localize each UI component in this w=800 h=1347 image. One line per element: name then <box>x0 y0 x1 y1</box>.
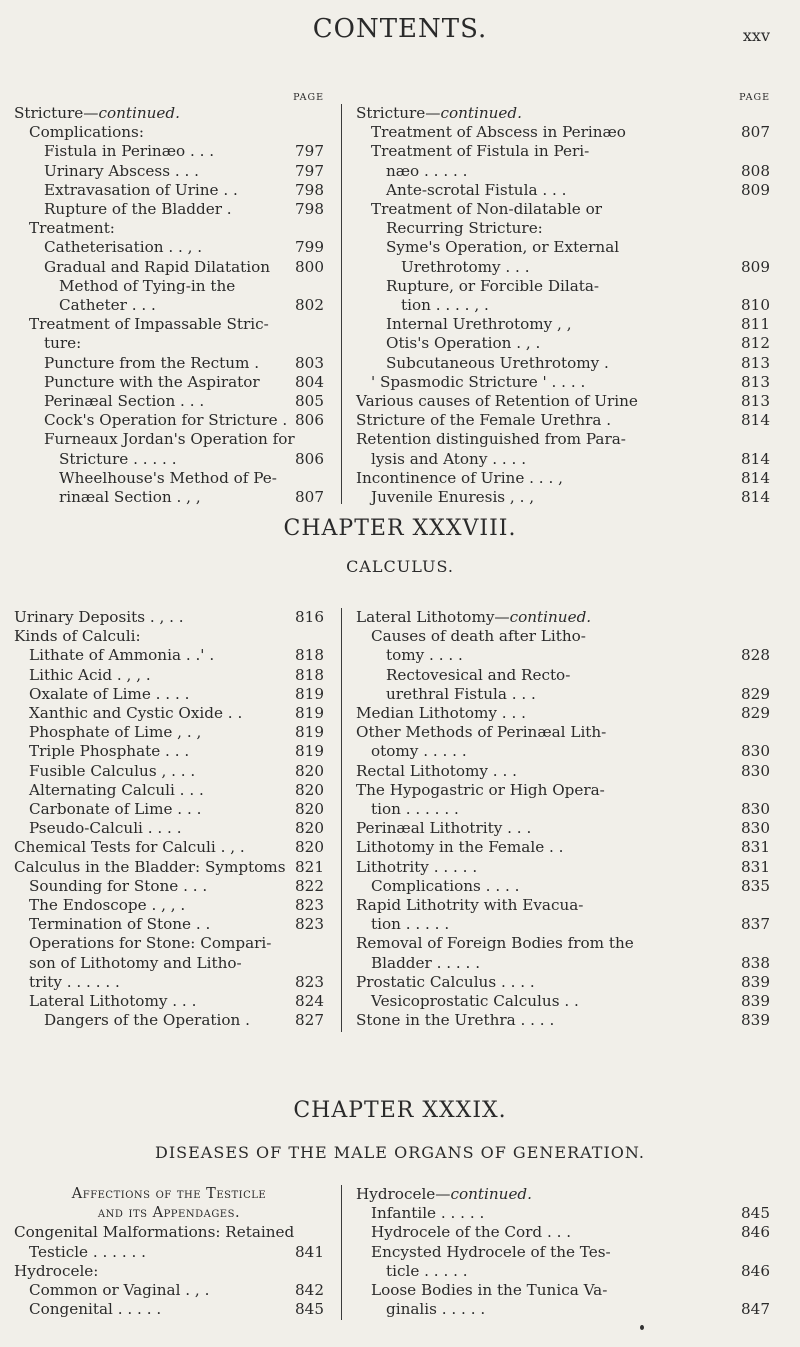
toc-page-number: 814 <box>741 488 770 507</box>
toc-entry-text: Subcutaneous Urethrotomy . <box>386 353 609 372</box>
ink-dot <box>640 1325 644 1330</box>
page-number-roman: xxv <box>742 26 770 45</box>
toc-entry <box>356 334 770 353</box>
toc-entry-text: Perinæal Section . . . <box>44 392 205 411</box>
toc-entry-text: Treatment of Impassable Stric- <box>29 315 269 334</box>
toc-entry <box>14 666 324 685</box>
toc-entry-text: Various causes of Retention of Urine <box>356 392 638 411</box>
toc-entry <box>14 685 324 704</box>
toc-entry-text: Phosphate of Lime , . , <box>29 723 202 742</box>
toc-entry-text: Xanthic and Cystic Oxide . . <box>29 704 243 723</box>
toc-entry <box>356 762 770 781</box>
chapter-subtitle: CALCULUS. <box>346 557 454 576</box>
toc-page-number: 823 <box>295 972 324 991</box>
toc-entry <box>14 296 324 315</box>
toc-entry-text: otomy . . . . . <box>371 742 467 761</box>
toc-entry <box>356 627 770 646</box>
toc-entry-text: Treatment: <box>29 219 115 238</box>
toc-entry <box>14 646 324 665</box>
toc-entry <box>356 723 770 742</box>
toc-entry <box>14 877 324 896</box>
toc-entry <box>356 123 770 142</box>
toc-page-number: 802 <box>295 296 324 315</box>
toc-entry <box>14 450 324 469</box>
toc-entry-text: Treatment of Non-dilatable or <box>371 200 603 219</box>
toc-page-number: 830 <box>741 819 770 838</box>
toc-entry <box>14 973 324 992</box>
toc-entry-text: Extravasation of Urine . . <box>44 180 238 199</box>
toc-entry-text: The Endoscope . , , . <box>29 896 186 915</box>
toc-entry-text: Fusible Calculus , . . . <box>29 761 196 780</box>
toc-entry-text: son of Lithotomy and Litho- <box>29 953 242 972</box>
toc-entry-text: Alternating Calculi . . . <box>29 780 204 799</box>
toc-page-number: 814 <box>741 449 770 468</box>
toc-entry-text: Bladder . . . . . <box>371 953 481 972</box>
toc-entry <box>356 354 770 373</box>
toc-page-number: 809 <box>741 257 770 276</box>
toc-entry <box>356 162 770 181</box>
toc-page-number: 845 <box>295 1300 324 1319</box>
toc-entry-text: tomy . . . . <box>386 646 463 665</box>
toc-entry-text: Incontinence of Urine . . . , <box>356 468 563 487</box>
toc-entry-text: Median Lithotomy . . . <box>356 704 526 723</box>
toc-page-number: 823 <box>295 915 324 934</box>
toc-page-number: 838 <box>741 953 770 972</box>
toc-entry-text: Urinary Deposits . , . . <box>14 608 184 626</box>
toc-entry-text: ' Spasmodic Stricture ' . . . . <box>371 372 586 391</box>
toc-page-number: 829 <box>741 684 770 703</box>
toc-entry <box>14 934 324 953</box>
toc-entry <box>14 1223 324 1242</box>
toc-entry <box>14 200 324 219</box>
toc-column-right <box>356 92 770 507</box>
toc-page-number: 810 <box>741 296 770 315</box>
toc-entry-text: Dangers of the Operation . <box>44 1011 250 1030</box>
toc-page-number: 830 <box>741 761 770 780</box>
toc-page-number: 803 <box>295 353 324 372</box>
toc-entry <box>356 877 770 896</box>
toc-page-number: 821 <box>295 857 324 876</box>
toc-entry-text: Kinds of Calculi: <box>14 627 141 646</box>
toc-entry <box>356 142 770 161</box>
toc-entry <box>356 1011 770 1030</box>
toc-page-number: 839 <box>741 992 770 1011</box>
toc-entry-text: Internal Urethrotomy , , <box>386 315 572 334</box>
toc-entry-text: Ante-scrotal Fistula . . . <box>386 180 567 199</box>
toc-page-number: 799 <box>295 238 324 257</box>
toc-entry-text: lysis and Atony . . . . <box>371 449 527 468</box>
toc-page-number: 813 <box>741 392 770 411</box>
toc-entry-text: Lithic Acid . , , . <box>29 665 151 684</box>
toc-entry-text: Hydrocele— <box>356 1185 451 1203</box>
toc-page-number: 813 <box>741 372 770 391</box>
toc-page-number: 813 <box>741 353 770 372</box>
toc-entry <box>356 430 770 449</box>
toc-entry <box>14 142 324 161</box>
toc-page-number: 830 <box>741 742 770 761</box>
toc-entry-text: Vesicoprostatic Calculus . . <box>371 992 579 1011</box>
toc-entry-text: Other Methods of Perinæal Lith- <box>356 723 607 742</box>
toc-entry <box>356 238 770 257</box>
toc-entry <box>14 762 324 781</box>
toc-entry <box>356 685 770 704</box>
toc-column-right <box>356 1185 770 1319</box>
toc-entry <box>14 162 324 181</box>
toc-entry-text: Removal of Foreign Bodies from the <box>356 934 634 953</box>
toc-entry-text: Carbonate of Lime . . . <box>29 800 202 819</box>
toc-entry-text: Syme's Operation, or External <box>386 238 620 257</box>
toc-page-number: 820 <box>295 761 324 780</box>
toc-entry <box>356 104 770 123</box>
toc-page-number: 820 <box>295 819 324 838</box>
page-column-label: PAGE <box>739 92 770 103</box>
toc-column-left <box>14 92 324 507</box>
toc-entry-text: Rapid Lithotrity with Evacua- <box>356 896 584 915</box>
toc-entry <box>14 123 324 142</box>
toc-entry <box>356 838 770 857</box>
toc-entry <box>356 646 770 665</box>
toc-entry-text: Rupture, or Forcible Dilata- <box>386 276 600 295</box>
toc-entry <box>356 219 770 238</box>
toc-entry <box>14 723 324 742</box>
toc-entry <box>14 896 324 915</box>
toc-page-number: 820 <box>295 800 324 819</box>
toc-entry-text: trity . . . . . . <box>29 972 120 991</box>
toc-page-number: 816 <box>295 608 324 626</box>
toc-entry <box>356 800 770 819</box>
toc-entry <box>14 608 324 627</box>
toc-page-number: 807 <box>295 488 324 507</box>
toc-entry <box>14 392 324 411</box>
toc-entry <box>356 781 770 800</box>
toc-entry-text: Calculus in the Bladder: Symptoms <box>14 857 286 876</box>
toc-entry-text: Causes of death after Litho- <box>371 627 586 646</box>
continued-label: continued. <box>98 104 180 122</box>
toc-entry-text: Urethrotomy . . . <box>401 257 530 276</box>
toc-entry <box>356 704 770 723</box>
toc-entry <box>356 915 770 934</box>
toc-page-number: 805 <box>295 392 324 411</box>
toc-entry-text: Stricture— <box>356 104 441 122</box>
toc-entry-text: Stricture . . . . . <box>59 449 177 468</box>
toc-entry <box>14 354 324 373</box>
toc-entry <box>14 954 324 973</box>
toc-page-number: 808 <box>741 161 770 180</box>
toc-page-number: 835 <box>741 876 770 895</box>
toc-entry-text: Loose Bodies in the Tunica Va- <box>371 1281 608 1300</box>
toc-entry-text: Termination of Stone . . <box>29 915 211 934</box>
toc-entry-text: Method of Tying-in the <box>59 276 236 295</box>
toc-column-right <box>356 608 770 1030</box>
toc-page-number: 839 <box>741 972 770 991</box>
toc-entry-text: Chemical Tests for Calculi . , . <box>14 838 245 857</box>
toc-entry <box>356 608 770 627</box>
toc-entry-text: Operations for Stone: Compari- <box>29 934 272 953</box>
toc-entry-text: Pseudo-Calculi . . . . <box>29 819 182 838</box>
toc-page-number: 822 <box>295 876 324 895</box>
toc-entry-text: Juvenile Enuresis , . , <box>371 488 535 507</box>
toc-entry <box>356 258 770 277</box>
toc-page-number: 830 <box>741 800 770 819</box>
toc-entry <box>14 334 324 353</box>
toc-entry-text: ginalis . . . . . <box>386 1300 486 1319</box>
toc-entry <box>356 411 770 430</box>
toc-entry-text: Lithotrity . . . . . <box>356 857 478 876</box>
toc-entry-text: Rectal Lithotomy . . . <box>356 761 517 780</box>
toc-entry-text: Furneaux Jordan's Operation for <box>44 430 295 449</box>
toc-entry <box>14 488 324 507</box>
toc-entry <box>14 373 324 392</box>
toc-page-number: 818 <box>295 646 324 665</box>
toc-entry-text: Testicle . . . . . . <box>29 1242 146 1261</box>
toc-page-number: 806 <box>295 411 324 430</box>
toc-page-number: 806 <box>295 449 324 468</box>
page-column-label: PAGE <box>293 92 324 103</box>
toc-page-number: 798 <box>295 180 324 199</box>
toc-page-number: 819 <box>295 742 324 761</box>
toc-entry <box>356 666 770 685</box>
toc-entry-text: Encysted Hydrocele of the Tes- <box>371 1242 611 1261</box>
toc-entry <box>14 104 324 123</box>
toc-entry-text: Triple Phosphate . . . <box>29 742 190 761</box>
toc-entry <box>356 488 770 507</box>
toc-entry <box>14 704 324 723</box>
toc-entry <box>14 1281 324 1300</box>
toc-entry-text: Rupture of the Bladder . <box>44 200 232 219</box>
toc-entry <box>356 1185 770 1204</box>
toc-entry <box>14 838 324 857</box>
toc-entry-text: Complications . . . . <box>371 876 520 895</box>
toc-entry <box>14 258 324 277</box>
continued-label: continued. <box>440 104 522 122</box>
toc-page-number: 811 <box>741 315 770 334</box>
toc-entry-text: Urinary Abscess . . . <box>44 161 199 180</box>
toc-entry-text: Hydrocele: <box>14 1261 99 1280</box>
column-divider <box>341 1185 342 1320</box>
toc-entry <box>356 896 770 915</box>
toc-page-number: 807 <box>741 123 770 142</box>
toc-column-left <box>14 608 324 1030</box>
toc-entry <box>14 781 324 800</box>
toc-entry <box>356 742 770 761</box>
toc-entry <box>356 450 770 469</box>
toc-entry <box>14 992 324 1011</box>
toc-entry <box>14 411 324 430</box>
toc-entry <box>356 1281 770 1300</box>
toc-entry-text: Common or Vaginal . , . <box>29 1281 210 1300</box>
toc-page-number: 837 <box>741 915 770 934</box>
toc-entry <box>14 742 324 761</box>
toc-page-number: 814 <box>741 411 770 430</box>
toc-entry <box>14 1300 324 1319</box>
toc-entry <box>356 992 770 1011</box>
toc-entry <box>14 1243 324 1262</box>
toc-entry <box>14 238 324 257</box>
toc-entry-text: Perinæal Lithotrity . . . <box>356 819 532 838</box>
toc-entry-text: ticle . . . . . <box>386 1261 468 1280</box>
toc-entry-text: Prostatic Calculus . . . . <box>356 972 535 991</box>
toc-entry <box>356 1262 770 1281</box>
toc-page-number: 828 <box>741 646 770 665</box>
toc-entry-text: tion . . . . , . <box>401 296 489 315</box>
toc-entry-text: tion . . . . . . <box>371 800 459 819</box>
toc-entry <box>14 1204 324 1223</box>
toc-entry-text: Sounding for Stone . . . <box>29 876 208 895</box>
toc-entry-text: Oxalate of Lime . . . . <box>29 684 190 703</box>
toc-entry <box>356 296 770 315</box>
toc-entry <box>14 430 324 449</box>
toc-entry <box>14 858 324 877</box>
toc-entry-text: Catheterisation . . , . <box>44 238 203 257</box>
toc-page-number: 820 <box>295 838 324 857</box>
toc-entry <box>14 315 324 334</box>
toc-page-number: 809 <box>741 180 770 199</box>
toc-entry-text: Stone in the Urethra . . . . <box>356 1011 555 1030</box>
toc-entry <box>14 915 324 934</box>
toc-entry <box>14 1262 324 1281</box>
toc-entry <box>356 1204 770 1223</box>
toc-entry <box>356 1243 770 1262</box>
toc-entry <box>356 277 770 296</box>
toc-entry-text: Cock's Operation for Stricture . <box>44 411 288 430</box>
toc-page-number: 820 <box>295 780 324 799</box>
toc-entry-text: Affections of the Testicle <box>71 1186 267 1202</box>
toc-page-number: 804 <box>295 372 324 391</box>
toc-entry <box>356 469 770 488</box>
toc-entry-text: Retention distinguished from Para- <box>356 430 626 449</box>
toc-page-number: 847 <box>741 1300 770 1319</box>
toc-entry-text: Lateral Lithotomy . . . <box>29 992 197 1011</box>
toc-entry <box>14 219 324 238</box>
toc-entry-text: urethral Fistula . . . <box>386 684 536 703</box>
toc-entry-text: Catheter . . . <box>59 296 156 315</box>
toc-page-number: 824 <box>295 992 324 1011</box>
toc-entry-text: Congenital Malformations: Retained <box>14 1223 295 1242</box>
toc-entry <box>356 934 770 953</box>
toc-entry-text: Otis's Operation . , . <box>386 334 541 353</box>
toc-entry-text: Infantile . . . . . <box>371 1204 485 1223</box>
toc-entry <box>356 858 770 877</box>
toc-entry-text: Treatment of Fistula in Peri- <box>371 142 590 161</box>
toc-entry-text: tion . . . . . <box>371 915 450 934</box>
toc-page-number: 818 <box>295 665 324 684</box>
toc-entry-text: Congenital . . . . . <box>29 1300 162 1319</box>
toc-entry <box>14 469 324 488</box>
toc-page-number: 839 <box>741 1011 770 1030</box>
toc-entry-text: Stricture— <box>14 104 99 122</box>
toc-entry <box>356 392 770 411</box>
toc-entry <box>14 1185 324 1204</box>
toc-page-number: 798 <box>295 200 324 219</box>
toc-entry-text: rinæal Section . , , <box>59 488 201 507</box>
toc-page-number: 827 <box>295 1011 324 1030</box>
toc-entry-text: Lithotomy in the Female . . <box>356 838 564 857</box>
toc-page-number: 819 <box>295 704 324 723</box>
toc-entry <box>356 315 770 334</box>
toc-page-number: 819 <box>295 684 324 703</box>
toc-entry <box>356 973 770 992</box>
toc-entry-text: Fistula in Perinæo . . . <box>44 142 215 161</box>
chapter-heading: CHAPTER XXXIX. <box>293 1098 507 1123</box>
toc-entry <box>356 954 770 973</box>
toc-page-number: 823 <box>295 896 324 915</box>
toc-page-number: 831 <box>741 857 770 876</box>
toc-entry-text: Rectovesical and Recto- <box>386 665 571 684</box>
toc-page-number: 842 <box>295 1281 324 1300</box>
toc-entry <box>14 800 324 819</box>
toc-entry-text: and its Appendages. <box>97 1205 241 1222</box>
toc-entry-text: Recurring Stricture: <box>386 219 543 238</box>
toc-entry-text: Hydrocele of the Cord . . . <box>371 1223 572 1242</box>
toc-page-number: 812 <box>741 334 770 353</box>
toc-entry-text: Lateral Lithotomy— <box>356 608 510 626</box>
toc-page-number: 846 <box>741 1261 770 1280</box>
column-divider <box>341 104 342 504</box>
toc-page-number: 819 <box>295 723 324 742</box>
toc-page-number: 797 <box>295 161 324 180</box>
toc-page-number: 814 <box>741 468 770 487</box>
toc-entry-text: næo . . . . . <box>386 161 468 180</box>
chapter-subtitle: DISEASES OF THE MALE ORGANS OF GENERATION. <box>155 1143 645 1162</box>
toc-column-left <box>14 1185 324 1319</box>
toc-page-number: 841 <box>295 1242 324 1261</box>
toc-page-number: 797 <box>295 142 324 161</box>
toc-page-number: 846 <box>741 1223 770 1242</box>
toc-entry-text: Stricture of the Female Urethra . <box>356 411 612 430</box>
toc-entry <box>356 373 770 392</box>
toc-page-number: 831 <box>741 838 770 857</box>
toc-page-number: 800 <box>295 257 324 276</box>
toc-entry <box>356 1223 770 1242</box>
toc-entry-text: Complications: <box>29 123 144 142</box>
running-head-title: CONTENTS. <box>312 14 488 44</box>
toc-entry <box>356 819 770 838</box>
toc-entry <box>356 181 770 200</box>
toc-entry <box>14 181 324 200</box>
toc-entry-text: ture: <box>44 334 82 353</box>
toc-page-number: 845 <box>741 1204 770 1223</box>
toc-page-number: 829 <box>741 704 770 723</box>
toc-entry-text: Gradual and Rapid Dilatation <box>44 257 271 276</box>
continued-label: continued. <box>509 608 592 626</box>
toc-entry <box>14 819 324 838</box>
toc-entry-text: Puncture from the Rectum . <box>44 353 260 372</box>
toc-entry <box>356 200 770 219</box>
toc-entry <box>356 1300 770 1319</box>
toc-entry-text: The Hypogastric or High Opera- <box>356 780 605 799</box>
toc-entry-text: Puncture with the Aspirator <box>44 372 260 391</box>
continued-label: continued. <box>450 1185 532 1203</box>
column-divider <box>341 608 342 1032</box>
toc-entry-text: Treatment of Abscess in Perinæo <box>371 123 626 142</box>
toc-entry <box>14 627 324 646</box>
toc-entry <box>14 1011 324 1030</box>
toc-entry-text: Lithate of Ammonia . .' . <box>29 646 215 665</box>
chapter-heading: CHAPTER XXXVIII. <box>283 516 517 541</box>
toc-entry <box>14 277 324 296</box>
toc-entry-text: Wheelhouse's Method of Pe- <box>59 468 277 487</box>
